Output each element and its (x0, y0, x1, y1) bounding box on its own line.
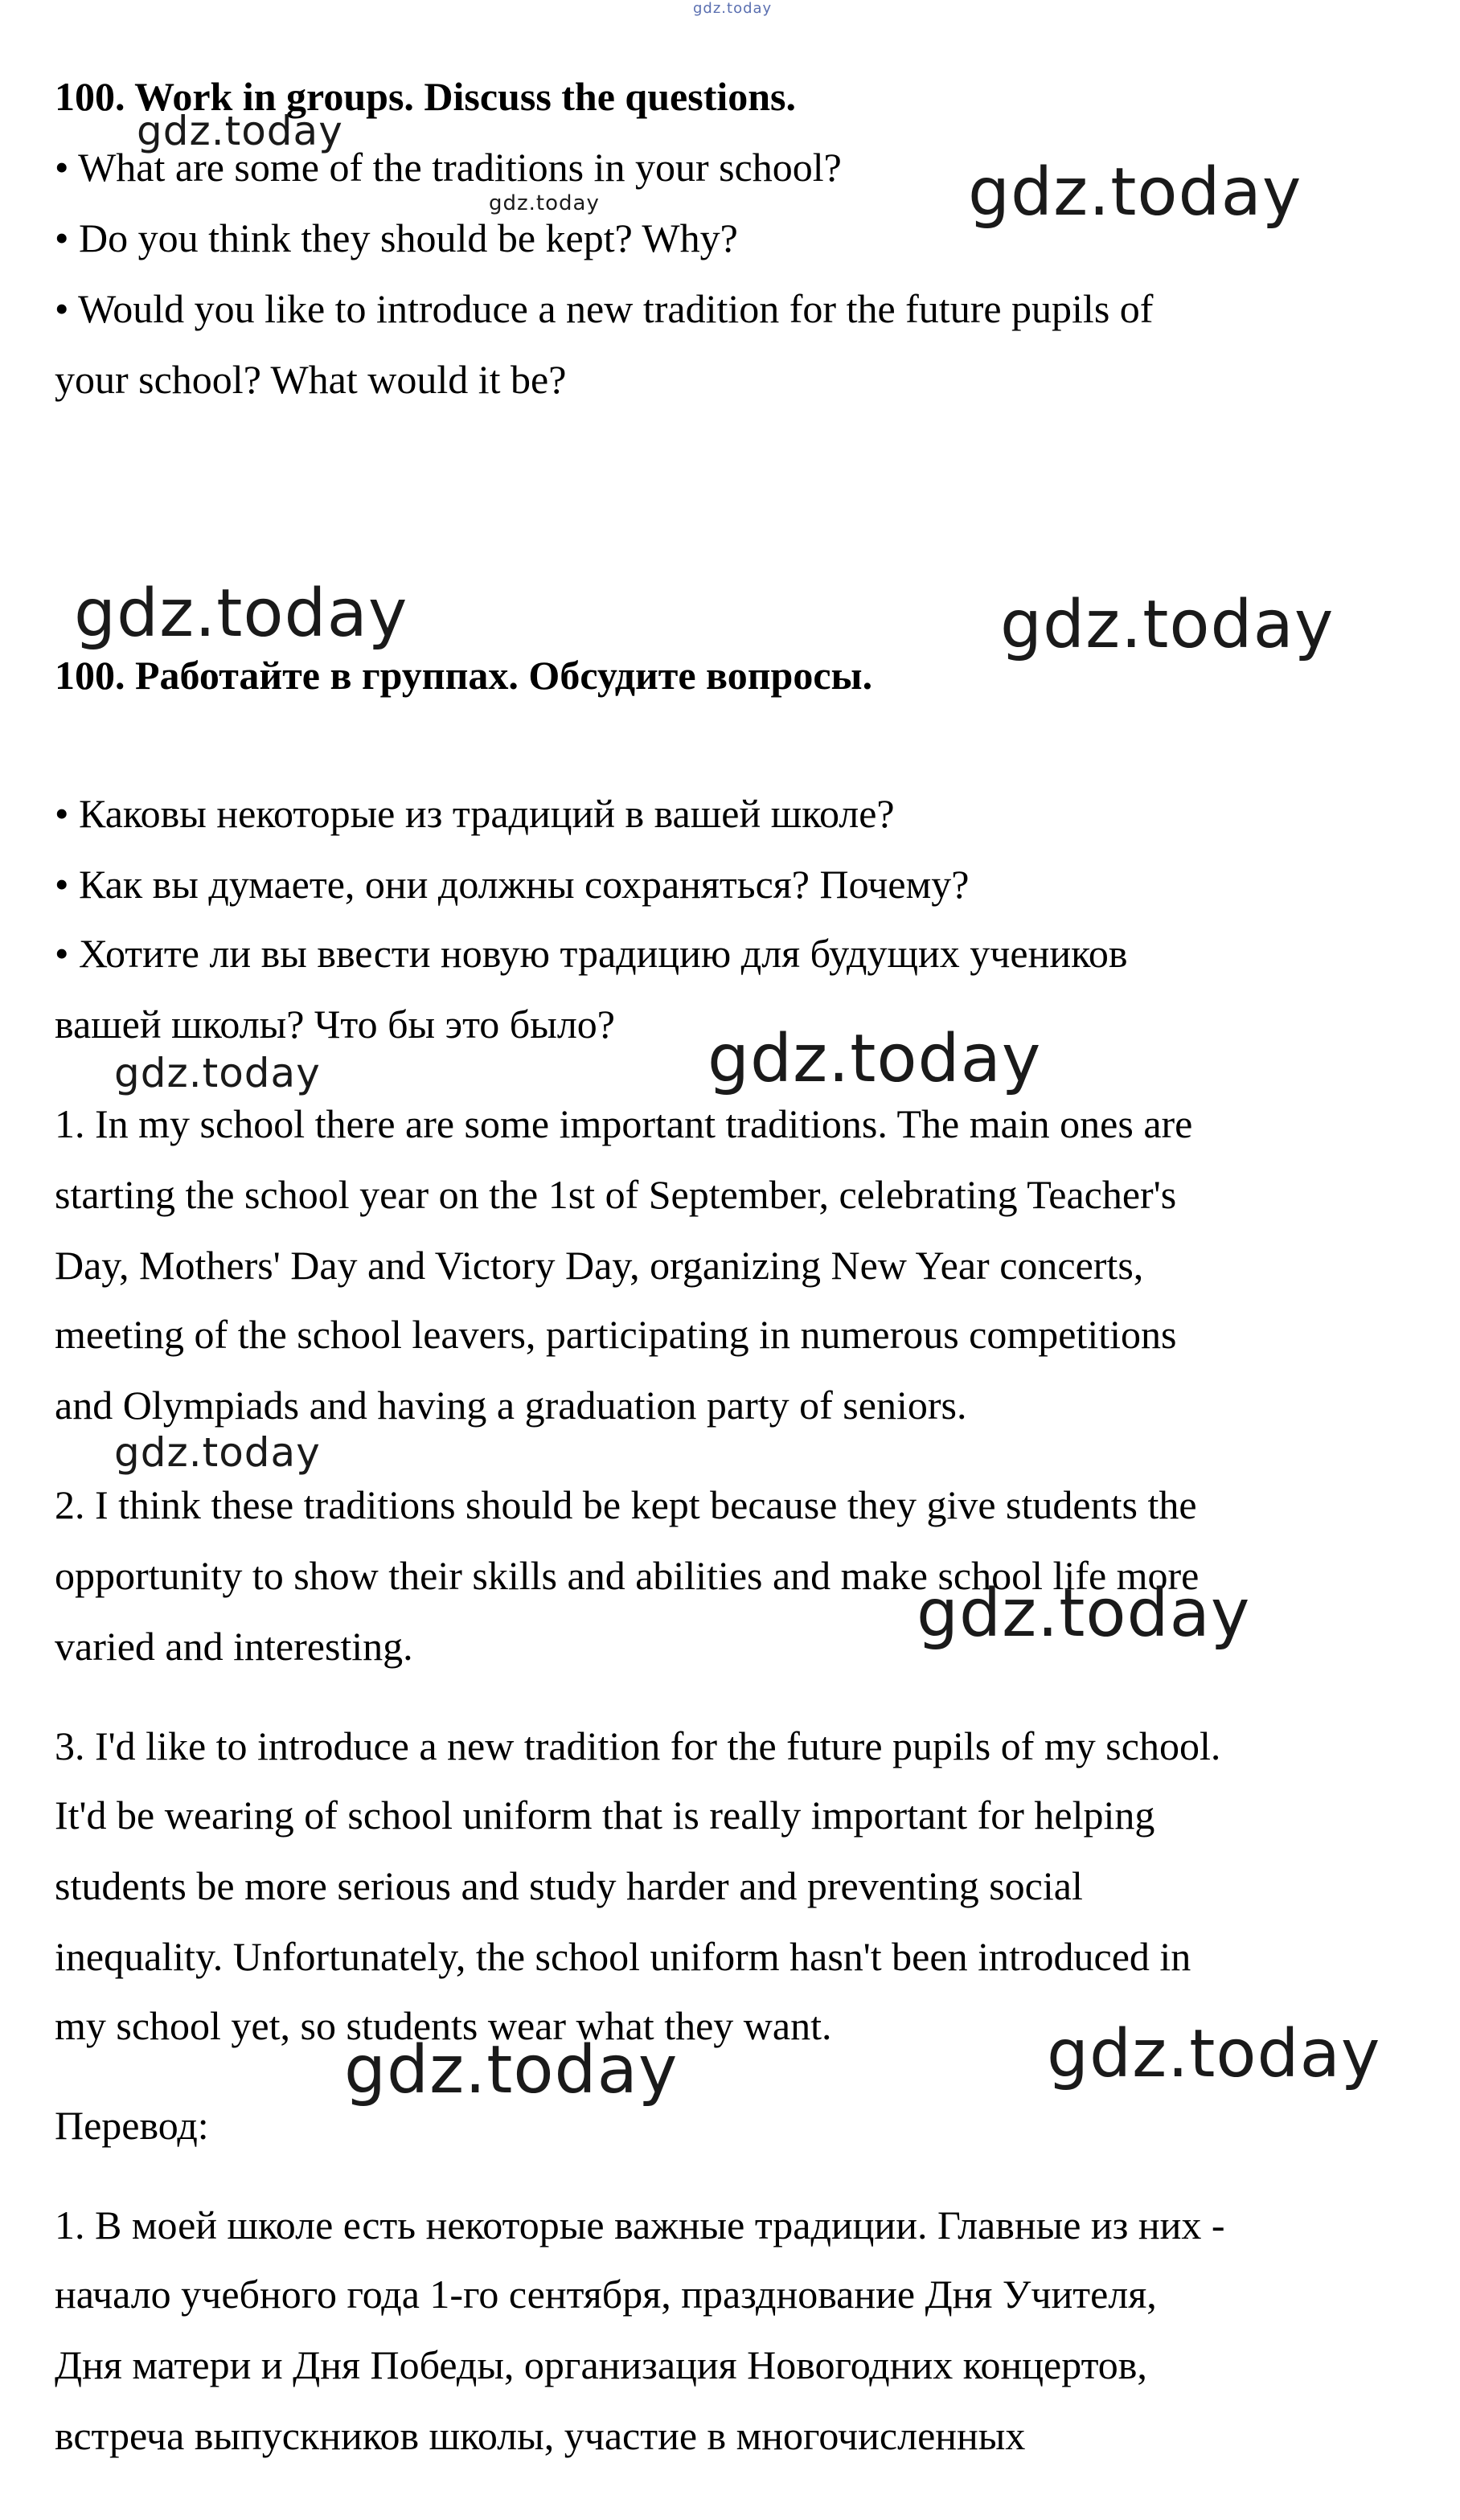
watermark: gdz.today (917, 1576, 1251, 1652)
answer-2-line-3: varied and interesting. (55, 1624, 413, 1669)
watermark: gdz.today (707, 1021, 1042, 1097)
answer-2-line-2: opportunity to show their skills and abilities and make school life more (55, 1553, 1200, 1598)
answer-1-line-5: and Olympiads and having a graduation party of seniors. (55, 1383, 967, 1428)
answer-3-line-4: inequality. Unfortunately, the school uniform hasn't been introduced in (55, 1934, 1191, 1979)
question-ru-1: • Каковы некоторые из традиций в вашей школе? (55, 791, 895, 836)
question-ru-2: • Как вы думаете, они должны сохраняться? Почему? (55, 862, 970, 907)
translation-line-1: 1. В моей школе есть некоторые важные традиции. Главные из них - (55, 2202, 1225, 2248)
translation-line-4: встреча выпускников школы, участие в многочисленных (55, 2413, 1026, 2458)
answer-3-line-5: my school yet, so students wear what they want. (55, 2003, 832, 2048)
translation-line-3: Дня матери и Дня Победы, организация Новогодних концертов, (55, 2342, 1147, 2387)
translation-label: Перевод: (55, 2103, 209, 2148)
answer-3-line-1: 3. I'd like to introduce a new tradition for the future pupils of my school. (55, 1723, 1221, 1768)
question-ru-3-cont: вашей школы? Что бы это было? (55, 1002, 615, 1047)
watermark: gdz.today (1000, 587, 1335, 663)
answer-1-line-2: starting the school year on the 1st of September, celebrating Teacher's (55, 1172, 1177, 1217)
question-en-3-cont: your school? What would it be? (55, 357, 567, 402)
watermark-top: gdz.today (693, 0, 773, 17)
answer-3-line-3: students be more serious and study harder and preventing social (55, 1863, 1083, 1908)
answer-1-line-4: meeting of the school leavers, participating in numerous competitions (55, 1312, 1177, 1357)
question-en-1: • What are some of the traditions in your school? (55, 145, 842, 190)
answer-1-line-3: Day, Mothers' Day and Victory Day, organizing New Year concerts, (55, 1243, 1144, 1288)
watermark: gdz.today (114, 1050, 321, 1096)
question-ru-3: • Хотите ли вы ввести новую традицию для будущих учеников (55, 931, 1128, 976)
task-heading-ru: 100. Работайте в группах. Обсудите вопросы. (55, 653, 873, 698)
watermark: gdz.today (489, 191, 600, 215)
watermark: gdz.today (114, 1429, 321, 1476)
translation-line-2: начало учебного года 1-го сентября, празднование Дня Учителя, (55, 2272, 1157, 2317)
task-heading-en: 100. Work in groups. Discuss the questions. (55, 74, 796, 119)
watermark: gdz.today (1047, 2016, 1381, 2092)
answer-1-line-1: 1. In my school there are some important traditions. The main ones are (55, 1101, 1193, 1146)
question-en-2: • Do you think they should be kept? Why? (55, 215, 738, 260)
answer-2-line-1: 2. I think these traditions should be kept because they give students the (55, 1482, 1197, 1527)
watermark: gdz.today (137, 108, 343, 154)
answer-3-line-2: It'd be wearing of school uniform that is really important for helping (55, 1793, 1155, 1838)
watermark: gdz.today (968, 154, 1302, 231)
watermark: gdz.today (74, 576, 408, 652)
question-en-3: • Would you like to introduce a new tradition for the future pupils of (55, 286, 1154, 331)
watermark: gdz.today (344, 2032, 679, 2108)
